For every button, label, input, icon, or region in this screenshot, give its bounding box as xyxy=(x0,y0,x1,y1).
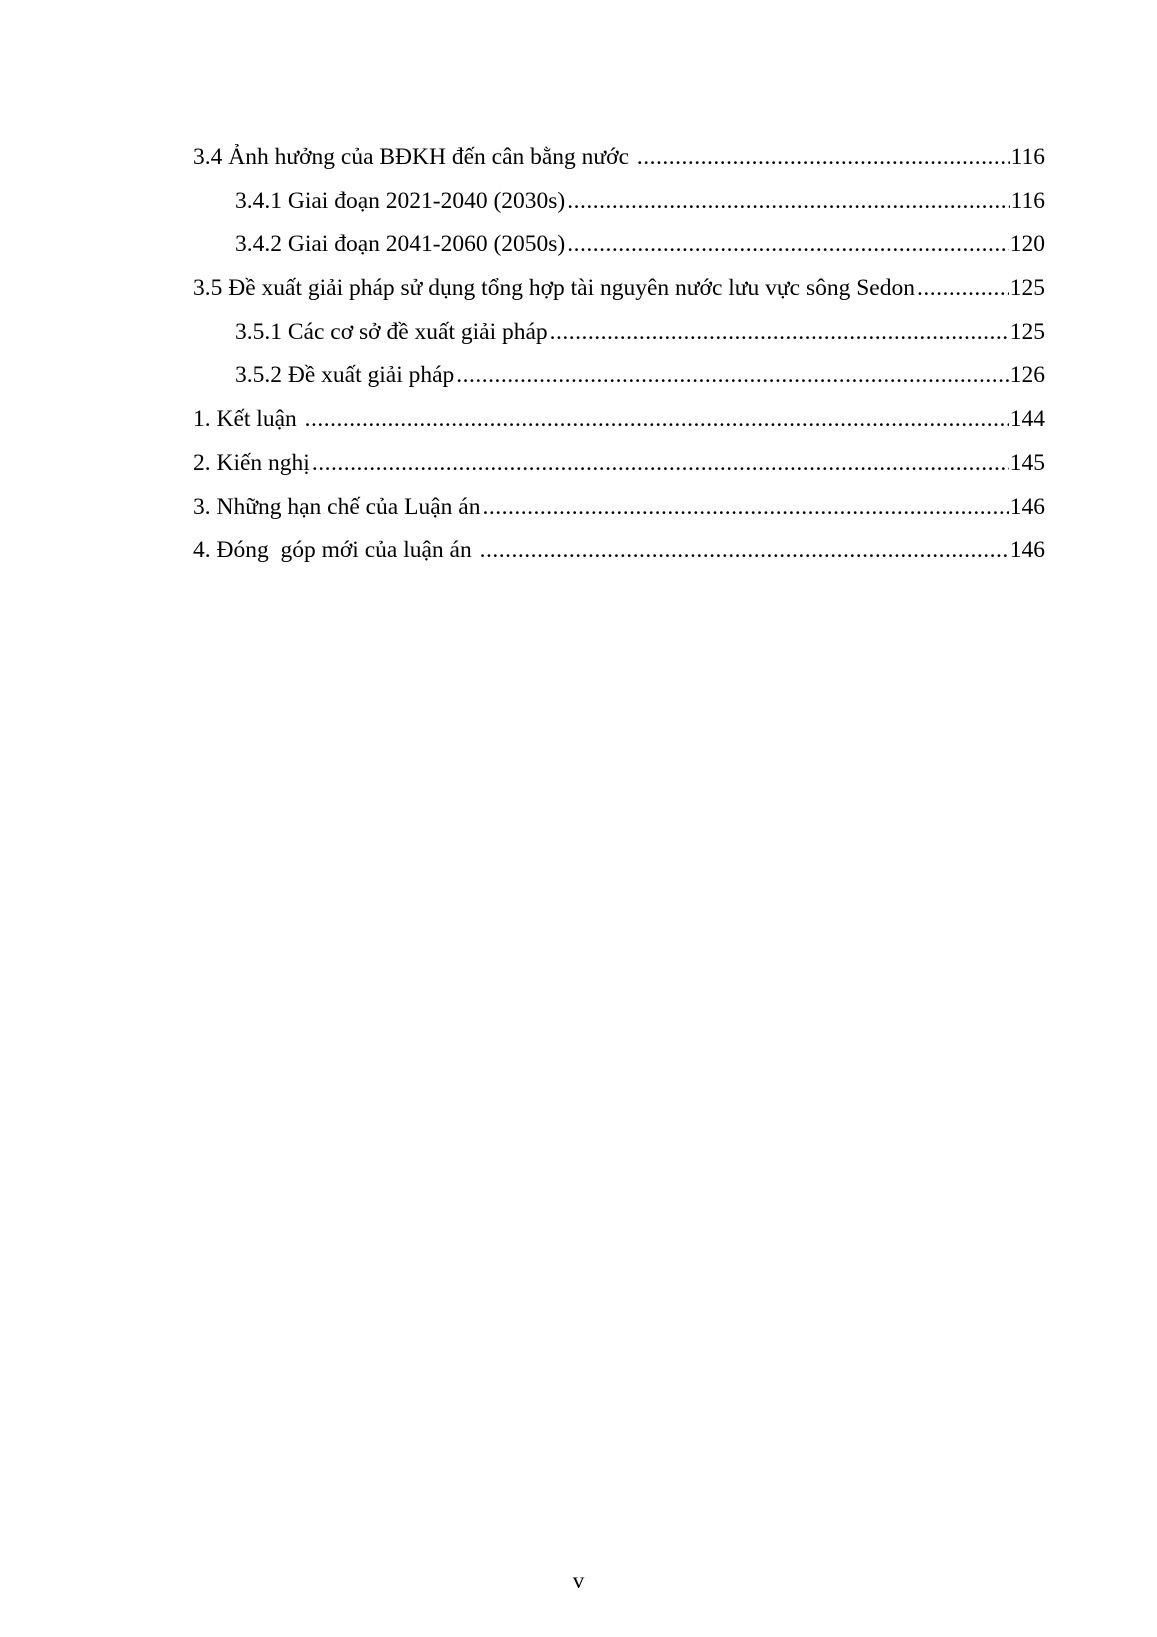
toc-entry[interactable] xyxy=(193,267,1045,311)
toc-entry[interactable] xyxy=(193,180,1045,224)
toc-entry[interactable] xyxy=(193,354,1045,398)
toc-entry-page: 120 xyxy=(1009,231,1045,258)
table-of-contents xyxy=(193,136,1045,573)
toc-entry-page: 145 xyxy=(1009,449,1045,476)
toc-entry-title: 3.5.1 Các cơ sở đề xuất giải pháp xyxy=(235,318,548,345)
toc-entry[interactable] xyxy=(193,529,1045,573)
toc-entry-page: 116 xyxy=(1010,187,1045,214)
toc-entry-title: 3.5 Đề xuất giải pháp sử dụng tổng hợp tài nguyên nước lưu vực sông Sedon xyxy=(193,275,915,302)
dot-leader xyxy=(637,136,1010,180)
page-number: v xyxy=(572,1568,585,1593)
toc-entry-title: 1. Kết luận xyxy=(193,406,303,433)
dot-leader xyxy=(567,223,1008,267)
toc-entry[interactable] xyxy=(193,136,1045,180)
toc-entry[interactable] xyxy=(193,223,1045,267)
dot-leader xyxy=(482,486,1008,530)
toc-entry-title: 4. Đóng góp mới của luận án xyxy=(193,537,478,564)
toc-entry-page: 146 xyxy=(1009,493,1045,520)
dot-leader xyxy=(312,442,1009,486)
toc-entry-title: 3. Những hạn chế của Luận án xyxy=(193,493,481,520)
toc-entry-title: 3.4 Ảnh hưởng của BĐKH đến cân bằng nước xyxy=(193,144,635,170)
toc-entry-page: 144 xyxy=(1009,406,1045,433)
toc-entry-page: 125 xyxy=(1009,275,1045,302)
toc-entry-page: 146 xyxy=(1009,537,1045,564)
dot-leader xyxy=(456,354,1008,398)
toc-entry-title: 3.4.1 Giai đoạn 2021-2040 (2030s) xyxy=(235,187,566,214)
toc-entry-title: 3.4.2 Giai đoạn 2041-2060 (2050s) xyxy=(235,231,566,258)
toc-entry[interactable] xyxy=(193,442,1045,486)
dot-leader xyxy=(567,180,1009,224)
toc-entry-title: 3.5.2 Đề xuất giải pháp xyxy=(235,362,455,389)
toc-entry-page: 116 xyxy=(1010,144,1045,170)
dot-leader xyxy=(480,529,1009,573)
toc-entry-page: 126 xyxy=(1009,362,1045,389)
dot-leader xyxy=(305,398,1009,442)
dot-leader xyxy=(550,311,1009,355)
dot-leader xyxy=(917,267,1009,311)
toc-entry-page: 125 xyxy=(1009,318,1045,345)
toc-entry[interactable] xyxy=(193,398,1045,442)
toc-entry-title: 2. Kiến nghị xyxy=(193,449,310,476)
toc-entry[interactable] xyxy=(193,486,1045,530)
toc-entry[interactable] xyxy=(193,311,1045,355)
